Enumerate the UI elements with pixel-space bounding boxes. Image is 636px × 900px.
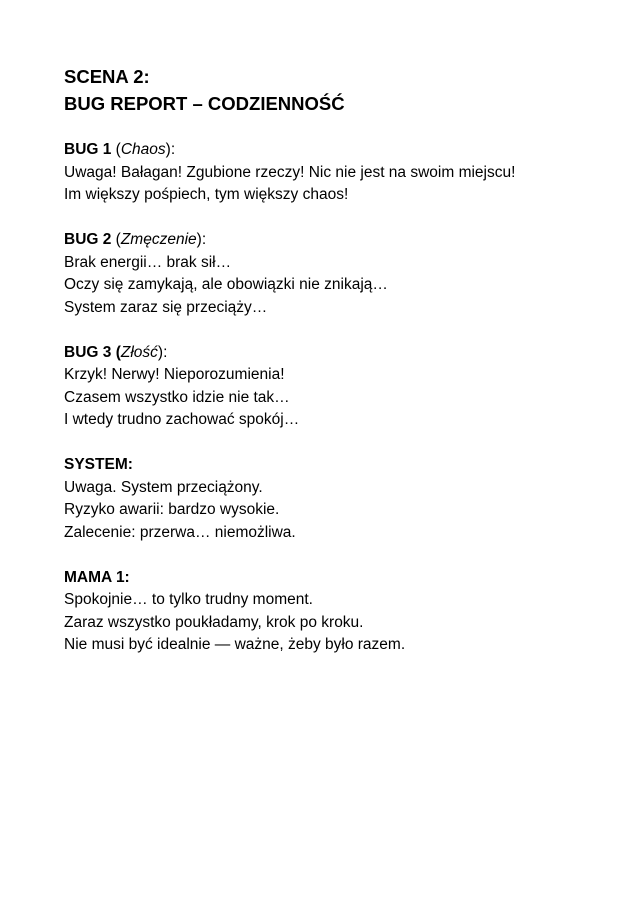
scene-title bbox=[64, 63, 624, 117]
scene-title-line-2: BUG REPORT – CODZIENNOŚĆ bbox=[64, 93, 345, 114]
section-label: BUG 1 bbox=[64, 141, 112, 158]
text-line: System zaraz się przeciąży… bbox=[64, 298, 268, 316]
text-line: Zaraz wszystko poukładamy, krok po kroku. bbox=[64, 613, 364, 631]
text-line: Czasem wszystko idzie nie tak… bbox=[64, 388, 290, 406]
section-heading bbox=[64, 454, 624, 477]
text-line: Uwaga! Bałagan! Zgubione rzeczy! Nic nie jest na swoim miejscu! bbox=[64, 163, 516, 181]
text-line: Nie musi być idealnie — ważne, żeby było razem. bbox=[64, 636, 406, 653]
section-subtitle: Złość bbox=[120, 343, 158, 361]
section-label: SYSTEM: bbox=[64, 456, 133, 473]
section-subtitle: Chaos bbox=[120, 141, 166, 158]
section-heading: BUG 3 (Złość): bbox=[64, 343, 168, 361]
text-line: Brak energii… brak sił… bbox=[64, 253, 232, 271]
section-mama-1 bbox=[64, 567, 624, 657]
section-heading: BUG 2 (Zmęczenie): bbox=[64, 231, 207, 248]
text-line: I wtedy trudno zachować spokój… bbox=[64, 411, 300, 428]
section-bug-2 bbox=[64, 229, 624, 319]
text-line: Ryzyko awarii: bardzo wysokie. bbox=[64, 501, 280, 518]
section-heading: BUG 1 (Chaos): bbox=[64, 141, 176, 158]
text-line: Zalecenie: przerwa… niemożliwa. bbox=[64, 523, 296, 541]
section-label: MAMA 1: bbox=[64, 568, 130, 586]
text-line: Krzyk! Nerwy! Nieporozumienia! bbox=[64, 366, 285, 383]
section-system bbox=[64, 454, 624, 544]
section-subtitle: Zmęczenie bbox=[120, 231, 197, 248]
text-line: Oczy się zamykają, ale obowiązki nie znikają… bbox=[64, 276, 388, 293]
text-line: Uwaga. System przeciążony. bbox=[64, 478, 263, 496]
text-line: Spokojnie… to tylko trudny moment. bbox=[64, 591, 313, 608]
section-bug-3 bbox=[64, 342, 624, 432]
section-label: BUG 2 bbox=[64, 231, 112, 248]
section-heading bbox=[64, 567, 624, 590]
section-bug-1 bbox=[64, 139, 624, 207]
section-label: BUG 3 bbox=[64, 343, 112, 361]
text-line: Im większy pośpiech, tym większy chaos! bbox=[64, 186, 349, 203]
document-page bbox=[64, 63, 624, 679]
scene-title-line-1: SCENA 2: bbox=[64, 66, 150, 87]
